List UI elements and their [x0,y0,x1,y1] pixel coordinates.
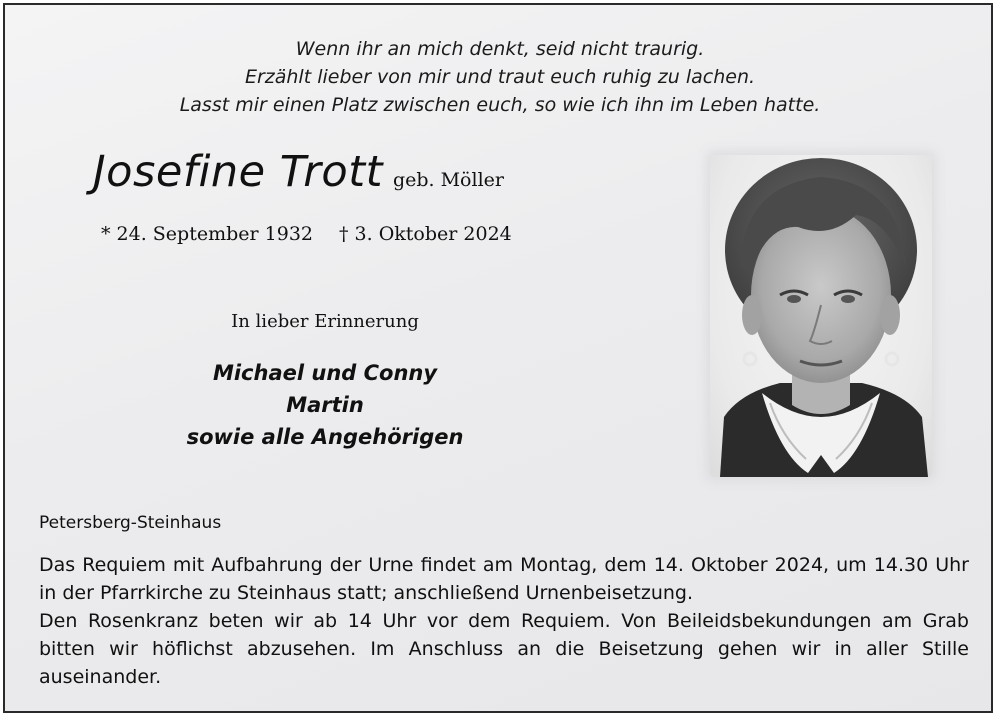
mourner-line-3: sowie alle Angehörigen [186,425,464,449]
poem [5,35,993,119]
service-info-paragraph-1: Das Requiem mit Aufbahrung der Urne findet am Montag, dem 14. Oktober 2024, um 14.30 Uhr in der Pfarrkirche zu Steinhaus statt; anschließend Urnenbeisetzung. [39,554,969,604]
location: Petersberg-Steinhaus [39,513,222,533]
birth-date: * 24. September 1932 [101,223,313,245]
obituary-card [3,3,993,713]
poem-line-1: Wenn ihr an mich denkt, seid nicht traurig. [295,38,705,60]
life-dates [101,223,512,245]
service-info-paragraph-2: Den Rosenkranz beten wir ab 14 Uhr vor dem Requiem. Von Beileidsbekundungen am Grab bitten wir höflichst abzusehen. Im Anschluss an die Beisetzung gehen wir in aller Stille auseinander. [39,610,969,688]
poem-line-2: Erzählt lieber von mir und traut euch ruhig zu lachen. [244,66,756,88]
poem-line-3: Lasst mir einen Platz zwischen euch, so wie ich ihn im Leben hatte. [179,94,821,116]
deceased-name: Josefine Trott [93,147,383,197]
maiden-name: geb. Möller [392,169,504,191]
portrait-photo [710,155,932,477]
mourner-line-1: Michael und Conny [212,361,438,385]
service-info [39,551,969,691]
portrait-image [710,155,932,477]
mourners-list [125,357,525,453]
memory-caption: In lieber Erinnerung [231,311,419,332]
mourner-line-2: Martin [286,393,364,417]
death-date: † 3. Oktober 2024 [339,223,512,245]
deceased-heading [93,147,504,197]
